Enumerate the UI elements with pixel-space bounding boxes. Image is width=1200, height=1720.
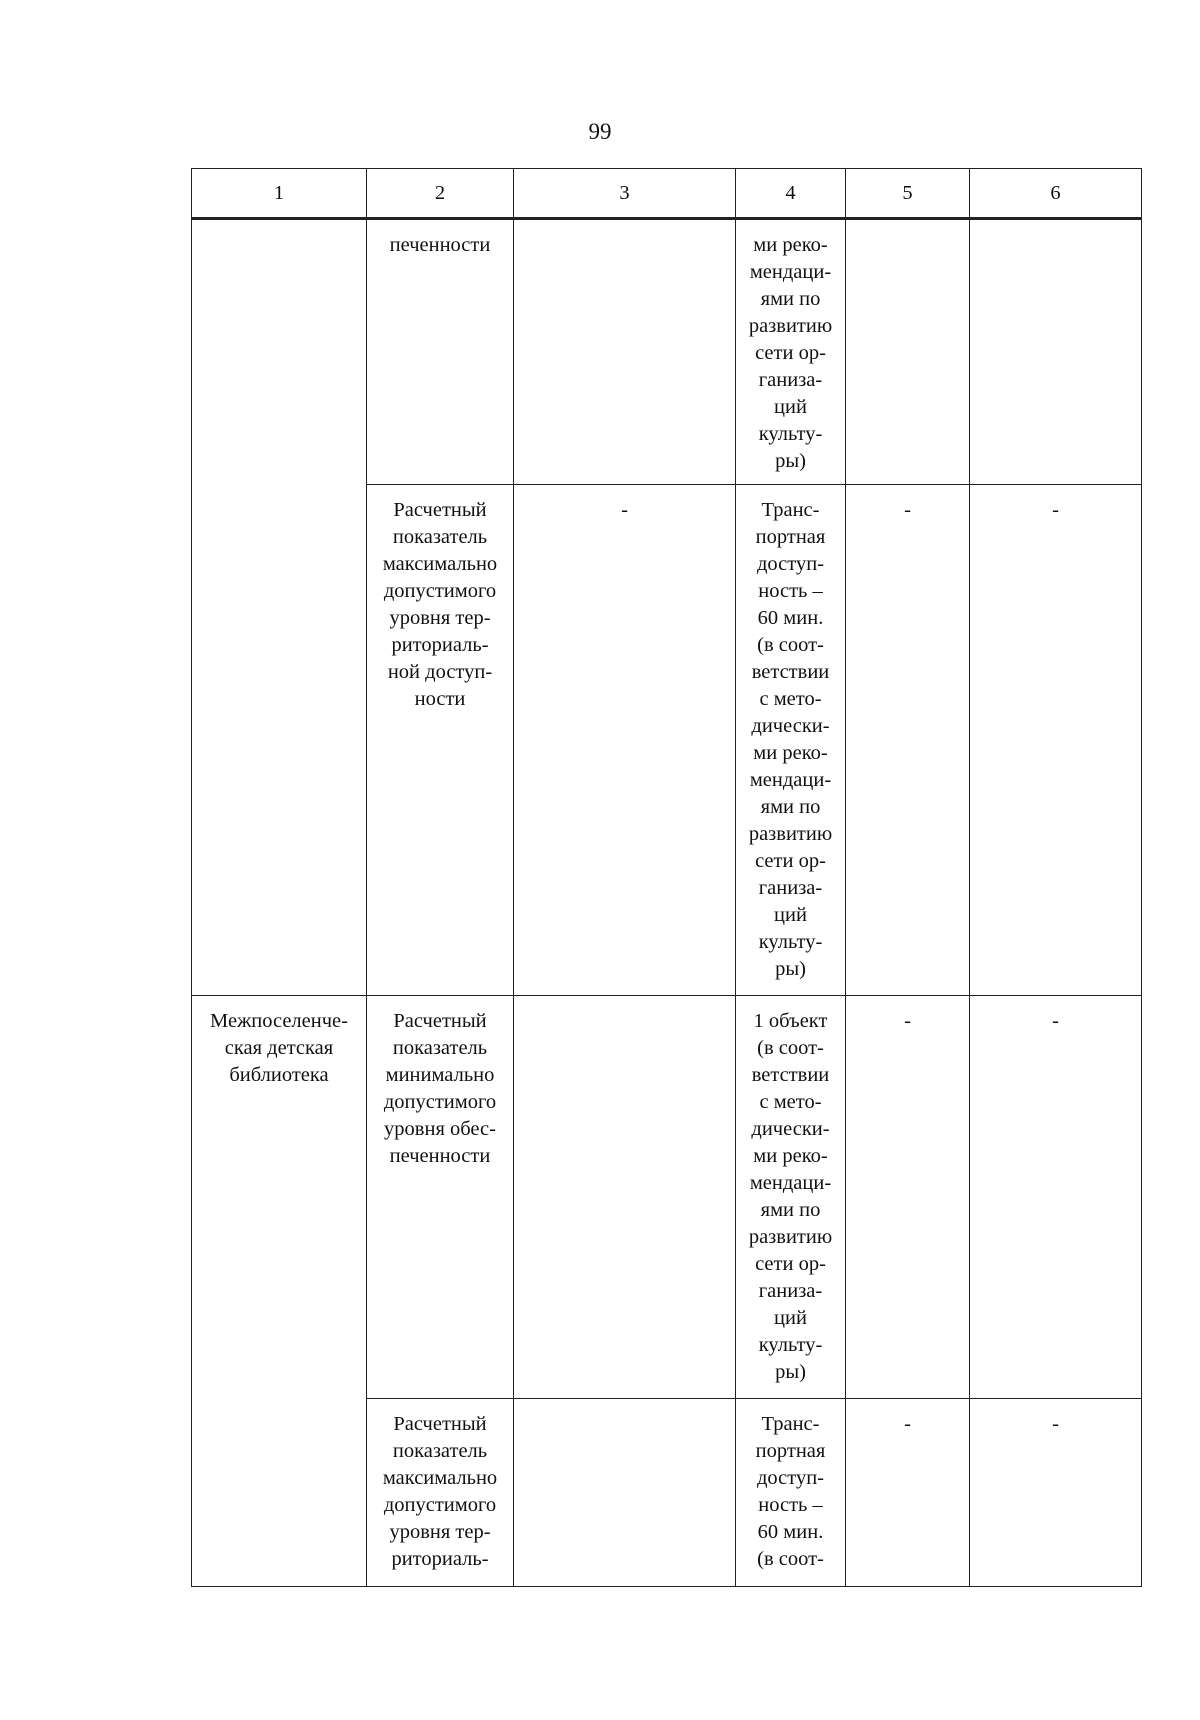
- table-cell: -: [970, 996, 1142, 1399]
- table-cell: -: [970, 485, 1142, 996]
- table-cell: -: [514, 485, 736, 996]
- indicator-value-cell: 1 объект (в соот- ветствии с мето- дически- ми реко- мендаци- ями по развитию сети ор- ганиза- ций культу- ры): [736, 996, 846, 1399]
- table-cell: -: [846, 1399, 970, 1587]
- table-cell: [514, 1399, 736, 1587]
- indicator-table: [191, 168, 1142, 1587]
- table-row: [192, 219, 1142, 485]
- object-name-cell: Межпоселенче- ская детская библиотека: [192, 996, 367, 1399]
- object-name-cell: [192, 219, 367, 485]
- column-header: 3: [514, 169, 736, 219]
- column-header: 4: [736, 169, 846, 219]
- indicator-name-cell: Расчетный показатель максимально допустимого уровня тер- риториаль- ной доступ- ности: [367, 485, 514, 996]
- table-cell: -: [970, 1399, 1142, 1587]
- column-header: 1: [192, 169, 367, 219]
- indicator-name-cell: печенности: [367, 219, 514, 485]
- table-row: [192, 485, 1142, 996]
- table-cell: [970, 219, 1142, 485]
- object-name-cell: [192, 485, 367, 996]
- table-cell: -: [846, 485, 970, 996]
- indicator-value-cell: Транс- портная доступ- ность – 60 мин. (в соот- ветствии с мето- дически- ми реко- мендаци- ями по развитию сети ор- ганиза- ций культу- ры): [736, 485, 846, 996]
- table-row: [192, 996, 1142, 1399]
- table-row: [192, 1399, 1142, 1587]
- indicator-name-cell: Расчетный показатель максимально допустимого уровня тер- риториаль-: [367, 1399, 514, 1587]
- object-name-cell: [192, 1399, 367, 1587]
- indicator-value-cell: Транс- портная доступ- ность – 60 мин. (в соот-: [736, 1399, 846, 1587]
- page-number: 99: [588, 119, 612, 144]
- table-cell: [514, 219, 736, 485]
- table-cell: -: [846, 996, 970, 1399]
- indicator-value-cell: ми реко- мендаци- ями по развитию сети ор- ганиза- ций культу- ры): [736, 219, 846, 485]
- column-header: 5: [846, 169, 970, 219]
- indicator-name-cell: Расчетный показатель минимально допустимого уровня обес- печенности: [367, 996, 514, 1399]
- table-cell: [514, 996, 736, 1399]
- table-header-row: [192, 169, 1142, 219]
- table-cell: [846, 219, 970, 485]
- column-header: 2: [367, 169, 514, 219]
- column-header: 6: [970, 169, 1142, 219]
